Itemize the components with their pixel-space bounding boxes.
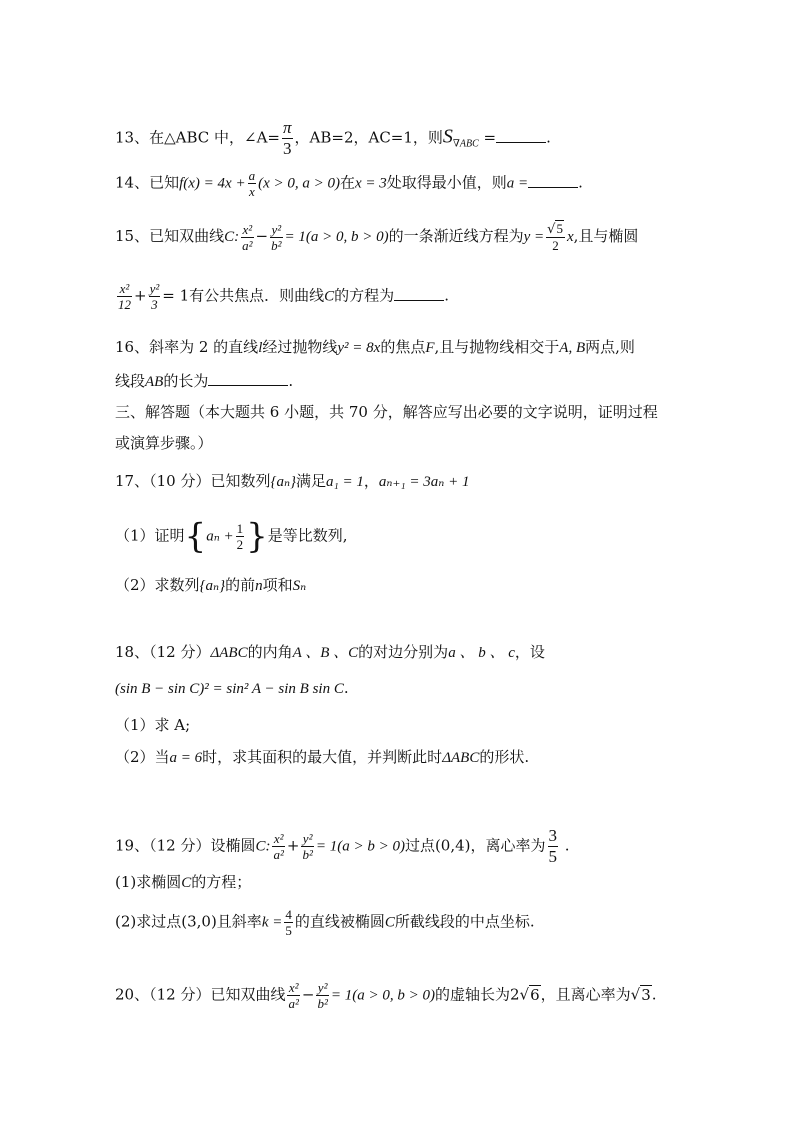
q16-text-5: 两点,则	[585, 338, 635, 356]
q13-number: 13、	[115, 128, 150, 147]
q20-sqrt-6: 6	[530, 985, 540, 1004]
q19-equation: = 1(a > b > 0)	[315, 838, 405, 855]
q14-x-value: x = 3	[355, 175, 387, 192]
q15-text-6: .	[444, 286, 449, 305]
q17-a1: a₁ = 1	[326, 474, 364, 490]
q18-p2-triangle: ΔABC	[442, 750, 480, 766]
q13-area-symbol: S	[442, 125, 453, 148]
q17-half-fraction: $\frac{1}{2}$	[236, 521, 244, 552]
q14-text-1: 已知	[149, 173, 180, 192]
q15-y-fraction: $\frac{\text{y²}}{\text{b²}}$	[271, 221, 282, 253]
q17-p2-text-1: 的前	[225, 576, 256, 594]
q16-text-6: 线段	[115, 372, 146, 390]
q15-text-2: 的一条渐近线方程为	[388, 227, 524, 245]
q18-angles: A 、B 、C	[292, 645, 359, 661]
q19-curve-label: C:	[255, 838, 271, 855]
q20-minus: −	[301, 985, 315, 1004]
q18-p2-text-2: 时，求其面积的最大值，并判断此时	[202, 748, 443, 766]
question-19	[115, 826, 570, 867]
q17-p1-label: （1）证明	[115, 526, 185, 545]
q17-n: n	[255, 578, 263, 594]
q15-ellipse-y-fraction: $\frac{\text{y²}}{3}$	[149, 281, 160, 312]
q13-answer-blank[interactable]	[496, 128, 546, 143]
q16-text-1: 斜率为 2 的直线	[149, 338, 259, 356]
q15-x: x	[566, 229, 574, 245]
q20-text-1: 的虚轴长为	[434, 985, 510, 1004]
q19-p2-c: C	[384, 914, 395, 931]
question-15-cont	[115, 281, 449, 312]
q19-y-fraction: $\frac{\text{y²}}{\text{b²}}$	[302, 831, 313, 862]
q20-axis-coefficient: 2	[509, 985, 520, 1004]
q16-text-3: 的焦点	[380, 338, 426, 356]
q20-head: 20、（12 分）已知双曲线	[115, 985, 286, 1004]
q17-comma: ，	[363, 472, 379, 490]
question-20: 20、（12 分）已知双曲线 $\frac{\text{x²}}{\text{a²}}$ − $\frac{\text{y²}}{\text{b²}}$ = 1(a > 0, b > 0)的虚轴长为2√6，且离心率为√3.	[115, 980, 657, 1011]
question-13	[115, 118, 551, 159]
question-18-part-1: （1）求 A;	[115, 716, 191, 734]
q16-number: 16、	[115, 338, 150, 356]
q18-text-3: ，设	[514, 643, 545, 661]
q20-y-fraction: $\frac{\text{y²}}{\text{b²}}$	[317, 980, 328, 1011]
q13-text-1: 在△ABC 中，∠A=	[149, 128, 280, 147]
q19-plus: +	[286, 836, 300, 855]
q16-text-2: 经过抛物线	[262, 338, 338, 356]
q13-angle-fraction: $\frac{\pi}{3}$	[282, 118, 292, 158]
q19-p1-text-2: 的方程；	[191, 873, 252, 891]
q18-formula: (sin B − sin C)² = sin² A − sin B sin C	[115, 681, 344, 697]
q18-head: 18、（12 分）	[115, 643, 211, 661]
question-17-part-2	[115, 574, 306, 597]
q19-p2-text-3: 所截线段的中点坐标.	[394, 912, 535, 931]
q16-text-4: ,且与抛物线相交于	[434, 338, 560, 356]
q17-sequence: {aₙ}	[270, 474, 297, 490]
q14-text-2: 在	[339, 173, 355, 192]
q17-p2-sequence: {aₙ}	[199, 578, 226, 594]
q15-ellipse-x-fraction: $\frac{\text{x²}}{12}$	[118, 281, 131, 312]
q16-line-l: l	[258, 340, 263, 356]
question-19-part-2	[115, 907, 535, 938]
q16-text-7: 的长为	[163, 372, 209, 390]
question-15	[115, 221, 638, 253]
q20-equation: = 1(a > 0, b > 0)	[330, 987, 435, 1004]
q18-period: .	[343, 679, 349, 697]
q15-answer-blank[interactable]	[394, 286, 444, 301]
q15-text-3: ,且与椭圆	[573, 227, 639, 245]
q15-plus: +	[134, 286, 147, 305]
q17-p2-label: （2）求数列	[115, 576, 200, 594]
q14-fraction: $\frac{a}{x}$	[248, 168, 256, 199]
q14-number: 14、	[115, 173, 150, 192]
q17-an: aₙ +	[206, 528, 234, 545]
question-19-part-1	[115, 871, 251, 894]
q18-sides: a 、 b 、 c	[448, 645, 515, 661]
q19-p2-text-1: (2)求过点(3,0)且斜率	[115, 912, 262, 931]
q17-recurrence: aₙ₊₁ = 3aₙ + 1	[378, 474, 470, 490]
q14-a-eq: a =	[506, 175, 529, 192]
q16-text-8: .	[288, 372, 294, 390]
q15-asymptote: y =	[523, 229, 545, 245]
q19-p1-text-1: (1)求椭圆	[115, 873, 182, 891]
question-18-part-2	[115, 746, 529, 769]
q14-condition: (x > 0, a > 0)	[258, 175, 340, 192]
question-18-formula	[115, 677, 349, 700]
q13-area-subscript: ∇ABC	[452, 138, 479, 150]
q13-text-2: ，AB=2，AC=1，则	[294, 128, 443, 147]
q14-text-3: 处取得最小值，则	[386, 173, 507, 192]
q17-sn: Sₙ	[292, 578, 307, 594]
question-16-cont	[115, 370, 293, 393]
q16-segment: AB	[145, 374, 164, 390]
q17-text-1: 满足	[296, 472, 327, 490]
q18-text-2: 的对边分别为	[358, 643, 449, 661]
q15-equation: = 1(a > 0, b > 0)	[284, 229, 389, 245]
question-17-part-1: （1）证明{aₙ + $\frac{1}{2}$ }是等比数列,	[115, 516, 348, 557]
q15-c: C	[324, 288, 335, 305]
q19-text-2: .	[560, 836, 570, 855]
q13-text-3: =	[478, 128, 497, 147]
q16-parabola: y² = 8x	[337, 340, 381, 356]
question-16	[115, 336, 635, 359]
q15-curve-label: C:	[224, 229, 240, 245]
q17-head: 17、（10 分）已知数列	[115, 472, 271, 490]
section-3-heading-cont: 或演算步骤。）	[115, 434, 213, 452]
q18-p2-text-1: （2）当	[115, 748, 170, 766]
question-18	[115, 641, 545, 664]
q15-text-1: 已知双曲线	[149, 227, 225, 245]
q20-text-3: .	[651, 985, 657, 1004]
q16-focus: F	[425, 340, 435, 356]
q15-minus: −	[255, 227, 269, 245]
q16-points: A, B	[559, 340, 586, 356]
q19-head: 19、（12 分）设椭圆	[115, 836, 256, 855]
question-17	[115, 470, 469, 493]
q16-answer-blank[interactable]	[208, 371, 288, 386]
q19-p2-k: k =	[261, 914, 283, 931]
q15-x-fraction: $\frac{\text{x²}}{\text{a²}}$	[242, 221, 253, 253]
q13-text-4: .	[546, 128, 551, 147]
q19-x-fraction: $\frac{\text{x²}}{\text{a²}}$	[273, 831, 284, 862]
q19-p2-text-2: 的直线被椭圆	[294, 912, 385, 931]
q15-ellipse-eq: = 1	[162, 286, 190, 305]
q15-text-4: 有公共焦点．则曲线	[189, 286, 325, 305]
q18-triangle: ΔABC	[210, 645, 248, 661]
q20-text-2: ，且离心率为	[540, 985, 631, 1004]
q14-text-4: .	[578, 173, 583, 192]
q19-text-1: 过点(0,4)，离心率为	[404, 836, 546, 855]
q19-slope-fraction: $\frac{4}{5}$	[285, 907, 292, 938]
q19-p1-c: C	[181, 875, 192, 891]
section-3-heading: 三、解答题（本大题共 6 小题，共 70 分，解答应写出必要的文字说明，证明过程	[115, 403, 658, 421]
q18-text-1: 的内角	[247, 643, 293, 661]
q15-slope-fraction: $\frac{√5}{2}$	[547, 221, 563, 253]
q18-p2-text-3: 的形状.	[479, 748, 530, 766]
question-14	[115, 168, 583, 199]
q14-function: f(x) = 4x +	[179, 175, 246, 192]
q20-x-fraction: $\frac{\text{x²}}{\text{a²}}$	[288, 980, 299, 1011]
q15-text-5: 的方程为	[334, 286, 395, 305]
q17-p2-text-2: 项和	[262, 576, 293, 594]
q15-number: 15、	[115, 227, 150, 245]
q20-sqrt-3: 3	[641, 985, 651, 1004]
q18-p2-condition: a = 6	[169, 750, 203, 766]
q17-p1-tail: 是等比数列,	[267, 526, 348, 545]
q19-eccentricity-fraction: $\frac{3}{5}$	[548, 826, 558, 866]
q14-answer-blank[interactable]	[528, 173, 578, 188]
